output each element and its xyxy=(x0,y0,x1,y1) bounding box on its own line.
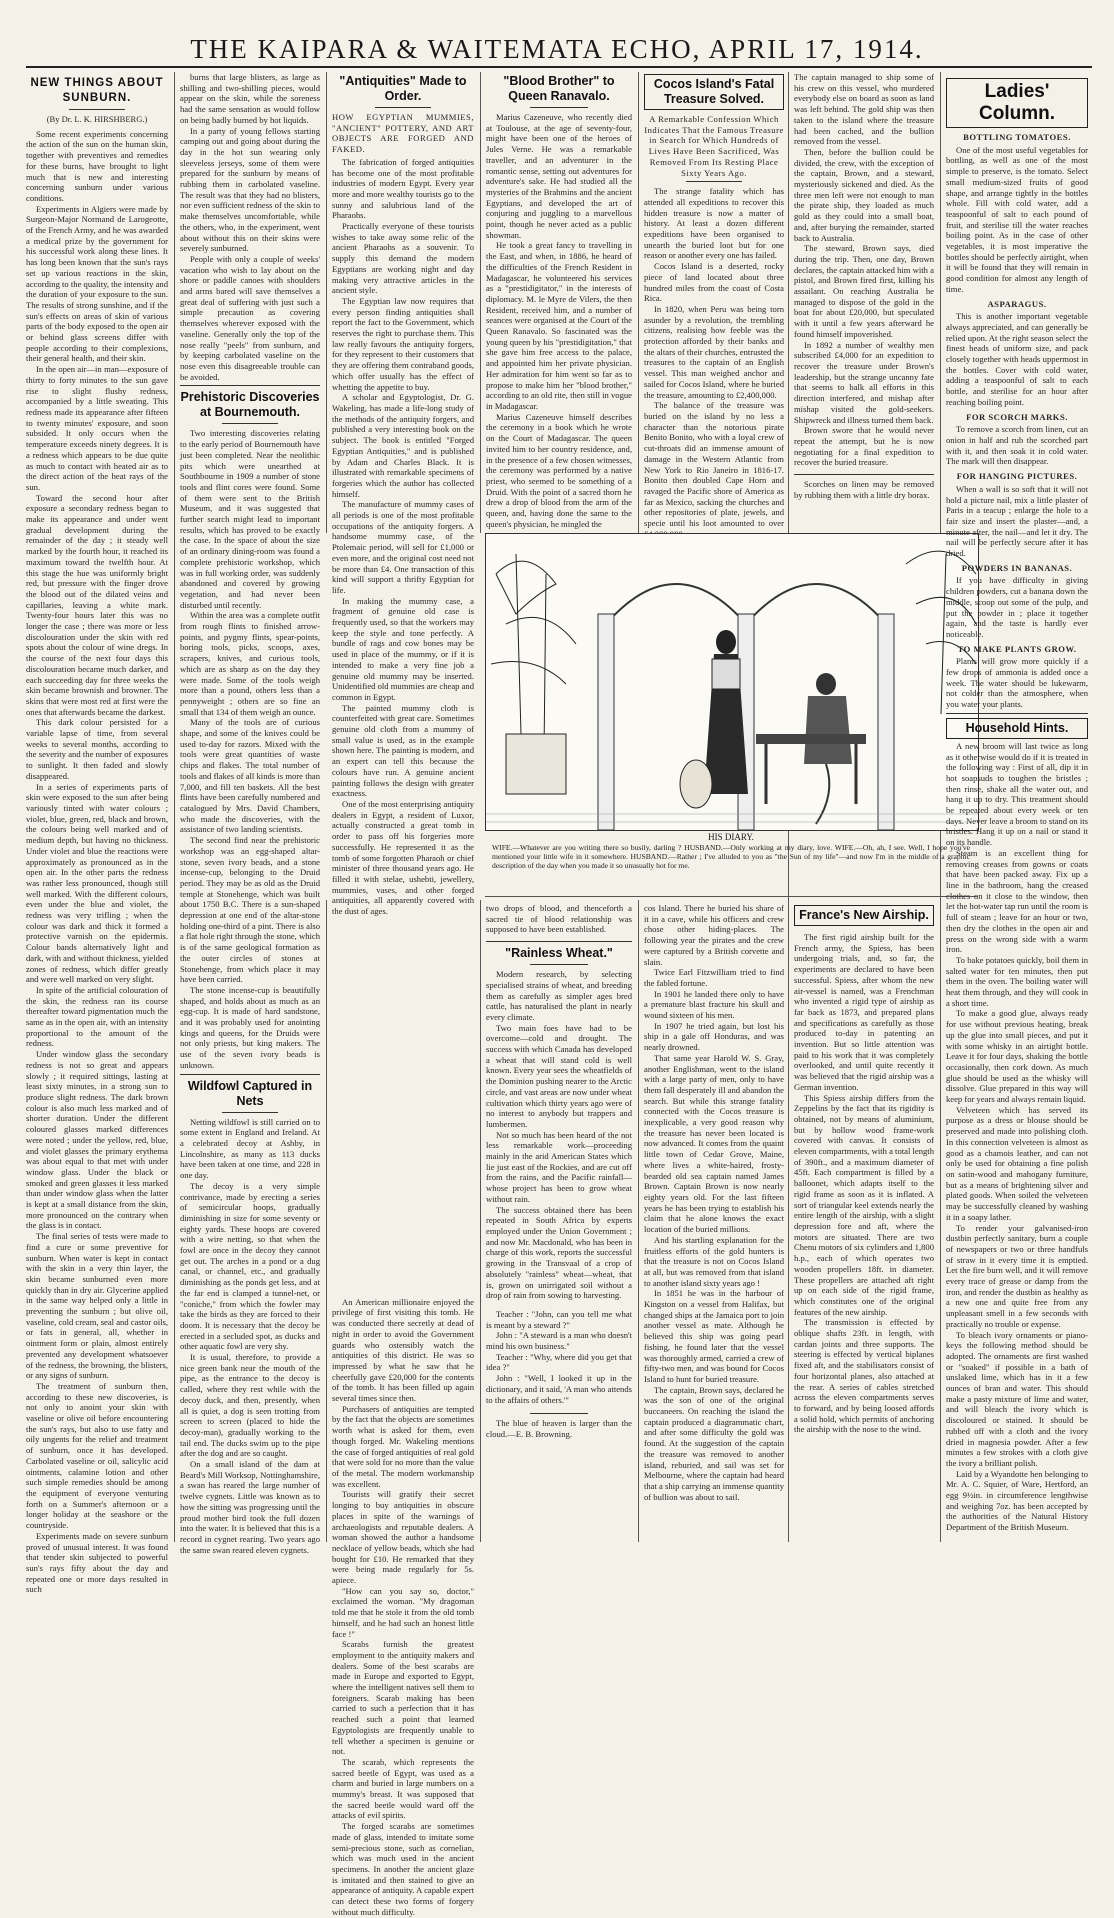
paragraph: The transmission is effected by oblique shafts 23ft. in length, with cardan joints and three supports. The steering is effected by vertical biplanes fixed aft, and the stabilisators consist of four horizontal planes, also attached at the rear. A series of cables stretched across the eleven compartments serves to forward, and by being loosed affords a solid hold, which permits of anchoring the airship with the nose to the wind. xyxy=(794,1317,934,1435)
paragraph: In a party of young fellows starting camping out and going about during the day in the hot sun wearing only sleeveless jerseys, some of them were prepared for the sunburn by means of rubbing them in carbolated vaseline. The result was that they had no blisters, nor even sufficient redness of the skin to make themselves uncomfortable, while the others, who, in the experiment, went about without this on their skins were severely sunburned. xyxy=(180,125,320,254)
paragraph: Practically everyone of these tourists wishes to take away some relic of the ancient Pharaohs as a souvenir. To supply this demand the modern Egyptians are working night and day making very attractive articles in the ancient style. xyxy=(332,221,474,296)
paragraph: Scorches on linen may be removed by rubbing them with a little dry borax. xyxy=(794,479,934,500)
section-title: POWDERS IN BANANAS. xyxy=(961,562,1073,573)
column-6 xyxy=(794,72,934,530)
column-5-lower xyxy=(644,903,784,1543)
paragraph: If you have difficulty in giving children powders, cut a banana down the middle, scoop out some of the pulp, and put the powder in ; place it together again, and the taste is hardly ever noticeable. xyxy=(946,575,1088,639)
paragraph: In spite of the artificial colouration of the skin, the redness ran its course thereafter toward pigmentation much the same as in the open air, with an intensity proportional to the amount of the redness. xyxy=(26,984,168,1049)
column-rule xyxy=(638,72,639,533)
headline-rule xyxy=(222,1112,278,1113)
paragraph: Steam is an excellent thing for removing creases from gowns or coats that have been packed away. Fix up a line in the bathroom, hang the creased clothes on it close to the window, then let the hot-water tap run until the room is full of steam ; leave for an hour or two, then dry the clothes in the open air and press on the wrong side with a warm iron. xyxy=(946,847,1088,955)
article-divider xyxy=(180,1074,320,1075)
sunburn-byline: (By Dr. L. K. HIRSHBERG.) xyxy=(46,114,148,124)
paragraph: The Egyptian law now requires that every person finding antiquities shall report the fact to the Government, which reserves the right to purchase them. This law really favours the antiquity forgers, for they represent to their customers that they are offering them contraband goods, which offer usually has the effect of whetting the appetite to buy. xyxy=(332,295,474,392)
paragraph: Velveteen which has served its purpose as a dress or blouse should be preserved and made into polishing cloth. In this connection velveteen is almost as good as a chamois leather, and can not only be used for obtaining a fine polish on satin-wood and mahogany furniture, but as a means of brightening silver and plated goods. When soiled the velveteen may be successfully cleaned by washing it in a soapy lather. xyxy=(946,1104,1088,1222)
paragraph: In making the mummy case, a fragment of genuine old case is frequently used, so that the workers may keep the style and tone perfectly. A bundle of rags and cow bones may be used in place of the mummy, or if it is intended to make a very fine job a genuine old mummy may be inserted. Unidentified old mummies are cheap and common in Egypt. xyxy=(332,595,474,702)
column-rule xyxy=(326,72,327,533)
paragraph: The balance of the treasure was buried on the island by no less a character than the notorious pirate Benito Bonito, who with a loyal crew of cut-throats did an immense amount of damage in the Western Atlantic from New York to Rio Janeiro in 1816-17. Bonito then doubled Cape Horn and ravaged the Pacific shore of America as far as Mexico, sacking the churches and other repositories of plate, jewels, and specie until his loot amounted to over xyxy=(644,400,784,529)
paragraph: Many of the tools are of curious shape, and some of the knives could be used to-day for razors. Mixed with the tools were great quantities of waste chips and flakes. The total number of tools and flakes of all kinds is more than 7,000, and fill ten baskets. All the best flints have been carefully numbered and catalogued by Mrs. David Chambers, who made the discoveries, with the assistance of two landing scientists. xyxy=(180,717,320,835)
blood-brother-headline: "Blood Brother" to Queen Ranavalo. xyxy=(503,74,615,103)
column-6-lower xyxy=(794,903,934,1543)
paragraph: To bake potatoes quickly, boil them in salted water for ten minutes, then put them in the oven. The boiling water will heat them through, and they will cook in a short time. xyxy=(946,954,1088,1008)
paragraph: The first rigid airship built for the French army, the Spiess, has been undergoing trials, and, so far, the experiments are declared to have been successful. Spiess, after whom the new air-vessel is named, was a Frenchman who invented a rigid type of airship as far back as 1873, and prepared plans and specifications as carefully as those produced to-day in patenting an invention. But so little attention was paid to his work that it was completely overlooked, and until quite recently it was believed that the rigid airship was a German invention. xyxy=(794,932,934,1092)
article-divider xyxy=(794,474,934,475)
quote: The blue of heaven is larger than the cloud.—E. B. Browning. xyxy=(486,1418,632,1439)
prehistoric-headline: Prehistoric Discoveries at Bournemouth. xyxy=(180,390,320,420)
paragraph: Laid by a Wyandotte hen belonging to Mr. A. C. Squier, of Ware, Hertford, an egg 9½in. in circumference lengthwise and weighing 7oz. has been accepted by the authorities of the Natural History Department of the British Museum. xyxy=(946,1468,1088,1533)
paragraph: It is usual, therefore, to provide a nice green bank near the mouth of the pipe, as the entrance to the decoy is called, where they rest while with the decoy duck, and then, presently, when all is quiet, a dog is seen trotting from screen to screen (placed to hide the decoy-man), gradually working to the tail end. The ducks swim up to the pipe after the dog and are so caught. xyxy=(180,1352,320,1459)
paragraph: That same year Harold W. S. Gray, another Englishman, went to the island with a large party of men, only to have them fall desperately ill and abandon the search. But while this strange fatality connected with the Cocos treasure is inexplicable, a very good reason why the treasure has never been located is now advanced. It comes from the quaint little town of Cedar Grove, Maine, where lives a white-haired, frosty-bearded old sea captain named James Brown. Captain Brown is now nearly eighty years old. For the last fifteen years he has been trying to establish his claim that he alone knows the exact location of the buried millions. xyxy=(644,1052,784,1235)
headline-rule xyxy=(375,107,432,108)
paragraph: Tourists will gratify their secret longing to buy antiquities in obscure places in spite of the warnings of archaeologists and reputable dealers. A woman showed the author a handsome necklace of yellow beads, which she had bought for £10. He remarked that they were being made regularly for 5s. apiece. xyxy=(332,1489,474,1586)
paragraph: The manufacture of mummy cases of all periods is one of the most profitable occupations of the antiquity forgers. A handsome mummy case, of the Ptolemaic period, will sell for £1,000 or even more, and the original cost need not be more than £4. One transaction of this kind will support a thrifty Egyptian for life. xyxy=(332,499,474,595)
paragraph: Cocos Island is a deserted, rocky piece of land located about three hundred miles from the coast of Costa Rica. xyxy=(644,261,784,304)
paragraph: Two main foes have had to be overcome—cold and drought. The success with which Canada has developed a wheat that will stand cold is well known. Every year sees the wheatfields of the Dominion pushing nearer to the Arctic circle, and vast areas are now under wheat cultivation which thirty years ago were of no interest to anybody but trappers and lumbermen. xyxy=(486,1022,632,1129)
column-1 xyxy=(26,72,168,1595)
article-divider xyxy=(530,1413,588,1414)
headline-rule xyxy=(530,107,588,108)
paragraph: Experiments made on severe sunburn proved of unusual interest. It was found that tender skin subjected to powerful sun's rays fifty about the day and repeated one or more days resulted in such xyxy=(26,1530,168,1595)
column-rule xyxy=(638,900,639,1542)
column-rule xyxy=(480,72,481,533)
section-title: ASPARAGUS. xyxy=(987,298,1047,309)
paragraph: Under window glass the secondary redness is not so great and appears slowly ; it required sittings, lasting at least sixty minutes, in a strong sun to produce slight redness. The dark brown colour is also much less marked and of shorter duration. Under the different coloured glasses marked differences were noted ; under the yellow, red, blue, and violet glasses the primary erythema was about equal to that met with under window glass. Under the black or smoked and green glasses it less marked than under window glass when the latter is kept at a small distance from the skin, more pronounced on the contrary when the glass is in contact. xyxy=(26,1049,168,1231)
column-2 xyxy=(180,72,320,1555)
section-title: BOTTLING TOMATOES. xyxy=(963,132,1071,142)
paragraph: One of the most enterprising antiquity dealers in Egypt, a resident of Luxor, actually constructed a great tomb in order to pass off his forgeries more successfully. He represented it as the tomb of some forgotten Pharaoh or chief minister of three thousand years ago. He filled it with stelae, ushebti, jewellery, mummies, vases, and other forged antiquities, all apparently covered with the dust of ages. xyxy=(332,799,474,917)
airship-headline: France's New Airship. xyxy=(794,905,934,926)
illustration-bottom-rule xyxy=(485,896,977,897)
paragraph: Teacher : "John, can you tell me what is meant by a steward ?" xyxy=(486,1308,632,1330)
paragraph: To bleach ivory ornaments or piano-keys the following method should be adopted. The ornaments are first washed or "soaked" if possible in a bath of unslaked lime, which has in it a few ounces of bran and water. This should make a pasty mixture of lime and water, and will bleach the ivory which is discoloured or stained. It should be rubbed off with a cloth and the ivory dried in magnesia powder. After a few minutes a few strokes with a cloth give the ivory a brilliant polish. xyxy=(946,1329,1088,1468)
paragraph: Within the area was a complete outfit from rough flints to finished arrow-points, and pygmy flints, spear-points, boring tools, picks, scoops, axes, scrapers, knives, and curious tools, which are as sharp as on the day they were made. Some of the tools weigh more than a pound, others less than a pennyweight ; others are so fine an small that 134 of them weigh an ounce. xyxy=(180,610,320,717)
paragraph: Some recent experiments concerning the action of the sun on the human skin, together with preventives and remedies for these burns, have brought to light much that is new and interesting concerning sunburn under various conditions. xyxy=(26,128,168,203)
paragraph: To render your galvanised-iron dustbin perfectly sanitary, burn a couple of newspapers or two or three handfuls of straw in it every time it is emptied. Let the fire burn well, and it will remove every trace of grease or damp from the iron, and render the dustbin as healthy as a new one and quite free from any unpleasant smell in a few seconds with practically no trouble or expense. xyxy=(946,1222,1088,1329)
paragraph: cos Island. There he buried his share of it in a cave, while his officers and crew chose other hiding-places. The following year the pirates and the crew were captured by a British corvette and slain. xyxy=(644,903,784,967)
paragraph: One of the most useful vegetables for bottling, as well as one of the most simple to preserve, is the tomato. Select small medium-sized fruits of good shape, and arrange tightly in the bottles whole. Fill with cold water, add a teaspoonful of salt to each pound of fruit, and sterilise till the water reaches boiling point. As in the case of other vegetables, it is most imperative the bottles should be perfectly airtight, when it will be found that they will remain in good condition for almost any length of time. xyxy=(946,144,1088,294)
diary-illustration-drawing xyxy=(486,534,978,830)
masthead-rule xyxy=(26,66,1092,68)
paragraph: In 1907 he tried again, but lost his ship in a gale off Honduras, and was nearly drowned. xyxy=(644,1020,784,1053)
paragraph: He took a great fancy to travelling in the East, and when, in 1886, he heard of the difficulties of the French Resident in Madagascar, he volunteered his services as a "prestidigitator," in the interests of diplomacy. M. le Myre de Vilers, the then Resident, received him, and a number of seances were organised at the Court of the Queen Ranavalo. So fascinated was the young queen by his "prestidigitation," that she gave him free access to the palace, and appointed him her private physician. Her admiration for him went so far as to propose to make him her "blood brother," according to an old rite, then still in vogue in Madagascar. xyxy=(486,240,632,411)
paragraph: In 1892 a number of wealthy men subscribed £4,000 for an expedition to recover the treasure under Brown's leadership, but the strange uncanny fate that seems to balk all efforts in this direction interfered, and mishap after mishap visited the gold-seekers. Shipwreck and illness turned them back. xyxy=(794,339,934,425)
section-title: TO MAKE PLANTS GROW. xyxy=(957,643,1077,654)
headline-rule xyxy=(530,964,588,965)
paragraph: John : "A steward is a man who doesn't mind his own business." xyxy=(486,1330,632,1352)
paragraph: This is another important vegetable always appreciated, and can generally be relied upon. At the right season select the finest heads of uniform size, and pack closely together with heads uppermost in the bottles. Cover with cold water, adding a teaspoonful of salt to each bottle, and sterilise for an hour after reaching boiling point. xyxy=(946,311,1088,407)
paragraph: The captain managed to ship some of his crew on this vessel, who murdered everybody else on board as soon as land was left behind. The gold ship was then taken to the island where the treasure had been cached, and the bullion removed from the vessel. xyxy=(794,72,934,147)
headline-rule xyxy=(222,423,278,424)
paragraph: To remove a scorch from linen, cut an onion in half and rub the scorched part with it, and then soak it in cold water. The mark will then disappear. xyxy=(946,424,1088,467)
paragraph: Modern research, by selecting specialised strains of wheat, and breeding them as carefully as simpler ages bred cattle, has naturalised the plant in nearly every climate. xyxy=(486,969,632,1022)
paragraph: In 1820, when Peru was being torn asunder by a revolution, the trembling citizens, realising how feeble was the protection afforded by their banks and the altars of their churches, entrusted the treasures to the captain of an English vessel. This man weighed anchor and sailed for Cocos Island, where he buried the treasure, amounting to £2,400,000. xyxy=(644,303,784,400)
paragraph: The decoy is a very simple contrivance, made by erecting a series of semicircular hoops, gradually diminishing in size for some seventy or eighty yards. These hoops are covered with a wire netting, so that when the fowl are once in the decoy they cannot get out. The arches in a pond or a dug canal, or channel, etc., and gradually diminishing as the ponds get less, and at the far end is clamped a tunnel-net, or "coniche," from which the fowler may take the birds as they are forced to their doom. It is necessary that the decoy be erected in a secluded spot, as ducks and other aquatic fowl are very shy. xyxy=(180,1180,320,1352)
article-divider xyxy=(180,385,320,386)
paragraph: Two interesting discoveries relating to the early period of Bournemouth have just been completed. Near the neolithic pits which were unearthed at Southbourne in 1909 a number of stone tools and flint cores were found. Some of them were sent to the British Museum, and it was suggested that further search might lead to important results, which has proved to be exactly the case. In the space of about the size of an ordinary dining-room was found a complete prehistoric workshop, which was in full working order, was suddenly abandoned and covered by growing vegetation, and had never been disturbed until recently. xyxy=(180,428,320,610)
headline-rule xyxy=(69,109,126,110)
paragraph: Scarabs furnish the greatest employment to the antiquity makers and dealers. Some of the best scarabs are made in Europe and exported to Egypt, where the intelligent natives sell them to foreigners. Scarab making has been carried to such a perfection that it has reached such a point that learned Egyptologists are frequently unable to tell whether a specimen is genuine or not. xyxy=(332,1639,474,1757)
paragraph: Marius Cazeneuve himself describes the ceremony in a book which he wrote on the Court of Madagascar. The queen invited him to her country residence, and, in the presence of a few chosen witnesses, the ceremony was performed by a native priest, who seemed to be something of a Druid. With the point of a sacred thorn he drew a drop of blood from the arm of the queen, and, having done the same to the queen's physician, he mingled the xyxy=(486,411,632,529)
wildfowl-headline: Wildfowl Captured in Nets xyxy=(187,1078,313,1108)
paragraph: Teacher : "Why, where did you get that idea ?" xyxy=(486,1351,632,1373)
column-7 xyxy=(946,72,1088,1552)
section-title: FOR HANGING PICTURES. xyxy=(956,471,1078,482)
ladies-column-headline: Ladies' Column. xyxy=(946,78,1088,128)
antiquities-subhead: HOW EGYPTIAN MUMMIES, "ANCIENT" POTTERY, AND ART OBJECTS ARE FORGED AND FAKED. xyxy=(332,112,474,155)
paragraph: Purchasers of antiquities are tempted by the fact that the objects are sometimes worth what is asked for them, even though forged. Mr. Wakeling mentions the case of forged antiquities of real gold that were sold for no more than the value of the metal. The modern workmanship was excellent. xyxy=(332,1403,474,1489)
illustration-title: HIS DIARY. xyxy=(708,832,754,842)
section-title: FOR SCORCH MARKS. xyxy=(966,411,1068,422)
paragraph: Brown swore that he would never repeat the attempt, but he is now negotiating for a final expedition to recover the buried treasure. xyxy=(794,425,934,468)
paragraph: Marius Cazeneuve, who recently died at Toulouse, at the age of seventy-four, might have been one of the heroes of Jules Verne. He was a remarkable traveller, and an adventurer in the romantic sense, setting out adventures for adventure's sake. He had studied all the mysteries of the Brahmins and the ancient Egyptians, and developed the art of conjuring and juggling to a marvellous point, though he never acted as a public showman. xyxy=(486,112,632,240)
paragraph: John : "Well, I looked it up in the dictionary, and it said, 'A man who attends to the affairs of others.'" xyxy=(486,1373,632,1405)
paragraph: Experiments in Algiers were made by Surgeon-Major Normand de Larogeotte, of the French Army, and he was awarded a medical prize by the government for his successful work along these lines. It has long been known that the sun's rays set up various reactions in the skin, according to the quality, the intensity and the duration of your exposure to the sun. The results of strong sunshine, and if the sun's effects on areas of skin of various parts of the body exposed to the open air or behind glass screens differ with people according to their complexions, their general health, and their skin. xyxy=(26,203,168,364)
paragraph: In the open air—in man—exposure of thirty to forty minutes to the sun gave rise to slight flushy redness, accompanied by a little sweating. This redness made its appearance after fifteen to twenty minutes' exposure, and soon subsided. It only occurs when the temperature exceeds ninety degrees. It is a redness which appears to be due quite as much to contact with heated air as to the direct action of the heat rays of the sun. xyxy=(26,364,168,492)
rainless-wheat-headline: "Rainless Wheat." xyxy=(505,946,613,961)
sunburn-headline: NEW THINGS ABOUT SUNBURN. xyxy=(30,77,164,104)
paragraph: The steward, Brown says, died during the trip. Then, one day, Brown declares, the captain attacked him with a pistol, and Brown fired first, killing his assailant. On reaching Australia he managed to dispose of the gold in the boat for about £20,000, but speculated with it until a few years afterward he found himself impoverished. xyxy=(794,243,934,339)
paragraph: The final series of tests were made to find a cure or some preventive for sunburn. When water is kept in contact with the skin in a very thin layer, the skin became sunburned even more quickly than in dry air. Glycerine applied in the same way helped only a little in preventing the sunburn ; but olive oil, vaseline, cold cream, seal and castor oils, or fats in general, all, whether in ointment form or plain, almost entirely prevented any development whatsoever of the redness, the browning, the blisters, or any signs of sunburn. xyxy=(26,1231,168,1381)
column-rule xyxy=(174,72,175,1542)
illustration-caption: WIFE.—Whatever are you writing there so busily, darling ? HUSBAND.—Only working at my diary, love. WIFE.—Oh, ah, I see. Well, I hope you've mentioned your little wife in it somewhere. HUSBAND.—Rather ; I've alluded to you as "the Sun of my life"—and now I'm in the middle of a graphic description of the day when you made it so unusually hot for me. xyxy=(492,843,970,870)
household-hints-headline: Household Hints. xyxy=(946,718,1088,739)
paragraph: Not so much has been heard of the not less remarkable work—proceeding mainly in the arid American States which lie just east of the Rockies, and are cut off from the rains, and the Pacific rainfall—whose project has been to grow wheat without rain. xyxy=(486,1129,632,1204)
paragraph: When a wall is so soft that it will not hold a picture nail, mix a little plaster of Paris in a teacup ; enlarge the hole to a fair size and insert the plaster—and, a minute after, the nail—and let it dry. The nail will be perfectly secure after it has dried. xyxy=(946,483,1088,559)
paragraph: A scholar and Egyptologist, Dr. G. Wakeling, has made a life-long study of the methods of the antiquity forgers, and published a very interesting book on the subject. The book is entitled "Forged Egyptian Antiquities," and is published by Adam and Charles Black. It is illustrated with remarkable specimens of forgeries which the author has collected himself. xyxy=(332,392,474,499)
paragraph: burns that large blisters, as large as shilling and two-shilling pieces, would appear on the skin, while the soreness had the same sensation as would follow on being badly burned by hot liquids. xyxy=(180,72,320,125)
paragraph: Plants will grow more quickly if a few drops of ammonia is added once a week. The water should be lukewarm, not colder than the atmosphere, when you water your plants. xyxy=(946,656,1088,710)
paragraph: A new broom will last twice as long as it otherwise would do if it is treated in the following way : First of all, dip it in hot soapsuds to toughen the bristles ; then rinse, shake all the water out, and hang it up to dry. This treatment should be repeated about every week or ten days. Never leave a broom to stand on its bristles. Hang it up on a nail or stand it on its handle. xyxy=(946,740,1088,848)
paragraph: Twice Earl Fitzwilliam tried to find the fabled fortune. xyxy=(644,967,784,988)
paragraph: And his startling explanation for the fruitless efforts of the gold hunters is that the treasure is not on Cocos Island at all, but was removed from that island to another island sixty years ago ! xyxy=(644,1234,784,1288)
column-4-lower xyxy=(486,903,632,1543)
cocos-island-headline: Cocos Island's Fatal Treasure Solved. xyxy=(644,74,784,110)
cocos-subhead: A Remarkable Confession Which Indicates That the Famous Treasure in Search for Which Hundreds of Lives Have Been Sacrificed, Was Removed From Its Resting Place Sixty Years Ago. xyxy=(644,114,784,178)
paragraph: On a small island of the dam at Beard's Mill Worksop, Nottinghamshire, a swan has reared the large number of twelve cygnets. Little was known as to how the sitting was progressing until the proud mother bird took the full dozen into the water. It is believed that this is a record in cygnet rearing. Two years ago the same swan reared eleven cygnets. xyxy=(180,1459,320,1555)
headline-rule xyxy=(686,181,742,182)
paragraph: The forged scarabs are sometimes made of glass, intended to imitate some semi-precious stone, such as cornelian, which was much used in the ancient specimens. In another the ancient glaze is imitated and then stained to give an appearance of antiquity. A capable expert can detect these two forms of forgery without much difficulty. xyxy=(332,1821,474,1917)
paragraph: The captain, Brown says, declared he was the son of one of the original buccaneers. On reaching the island the captain produced a diagrammatic chart, and after some difficulty the gold was found. At the suggestion of the captain the treasure was removed to another island, reburied, and sail was set for Melbourne, where the captain had heard that a ship carrying an immense quantity of bullion was about to sail. xyxy=(644,1384,784,1502)
paragraph: The success obtained there has been repeated in South Africa by experts employed under the Union Government ; and now Mr. Macdonald, who has been in charge of this work, reports the successful growing in the Transvaal of a crop of absolutely "rainless" wheat—wheat, that is, grown on unirrigated soil without a drop of rain from sowing to harvesting. xyxy=(486,1204,632,1301)
article-divider xyxy=(946,713,1088,714)
paragraph: two drops of blood, and thenceforth a sacred tie of blood relationship was supposed to have been established. xyxy=(486,903,632,935)
column-3 xyxy=(332,72,474,1917)
paragraph: "How can you say so, doctor," exclaimed the woman. "My dragoman told me that he stole it from the old tomb himself, and he had such an honest little face !" xyxy=(332,1585,474,1639)
article-divider xyxy=(486,941,632,942)
paragraph: The fabrication of forged antiquities has become one of the most profitable industries of modern Egypt. Every year more and more wealthy tourists go to the sunny and salubrious land of the Pharaohs. xyxy=(332,156,474,221)
paragraph: Netting wildfowl is still carried on to some extent in England and Ireland. At a celebrated decoy at Ashby, in Lincolnshire, as many as 113 ducks have been taken at one time, and 228 in one day. xyxy=(180,1116,320,1181)
column-5 xyxy=(644,72,784,530)
paragraph: People with only a couple of weeks' vacation who wish to lay about on the shore or paddle canoes with shoulders and arms bared will save themselves a great deal of suffering with just such a simple precaution as covering themselves wherever exposed with the vaseline. Generally only the top of the nose really "peels" from sunburn, and by keeping carbolated vaseline on the nose even this disagreeable trouble can be avoided. xyxy=(180,253,320,382)
paragraph: The painted mummy cloth is counterfeited with great care. Sometimes genuine old cloth from a mummy of small value is used, as in the example shown here. The painting is modern, and an expert can tell this because the colours have run. A genuine ancient painting follows the design with greater exactness. xyxy=(332,702,474,799)
newspaper-masthead: THE KAIPARA & WAITEMATA ECHO, APRIL 17, 1914. xyxy=(190,34,924,64)
column-4 xyxy=(486,72,632,530)
paragraph: The scarab, which represents the sacred beetle of Egypt, was used as a charm and buried in large numbers on a mummy's breast. It was supposed that the sacred beetle would ward off the attacks of evil spirits. xyxy=(332,1756,474,1821)
column-rule xyxy=(326,900,327,1542)
paragraph: This dark colour persisted for a variable lapse of time, from several weeks to several months, according to the severity and the number of exposures to sunlight. It then faded and slowly disappeared. xyxy=(26,717,168,781)
paragraph: The second find near the prehistoric workshop was an egg-shaped altar-stone, seven ivory beads, and a stone incense-cup, belonging to the Druid period. They may be as old as the Druid temple at Stonehenge, which was built about 1750 B.C. There is a sun-shaped depression at one end of the altar-stone holding one-third of a pint. There is also a flat hole right through the stone, which is of the same geological formation as the outer circles of stones at Stonehenge, from which place it may have been carried. xyxy=(180,835,320,985)
paragraph: In 1901 he landed there only to have a premature blast fracture his skull and wound sixteen of his men. xyxy=(644,988,784,1021)
paragraph: Then, before the bullion could be divided, the crew, with the exception of the captain, Brown, and a steward, mysteriously sickened and died. As the three men left were not enough to man the pirate ship, they loaded as much gold as they could into a small boat, and, after burying the remainder, started back to Australia. xyxy=(794,146,934,243)
column-rule xyxy=(480,900,481,1542)
antiquities-headline: "Antiquities" Made to Order. xyxy=(339,74,467,103)
paragraph: Toward the second hour after exposure a secondary redness began to make its appearance and under went gradual development during the remainder of the day ; it steady well marked by the fourth hour, it reached its maximum toward the twelfth hour. At this stage the hue was uniformly bright red, but pressure with the finger drove the blood out of the dilated veins and capillaries, leaving a white mark. Twenty-four hours later this was no longer the case ; there was more or less discolouration under the skin with red spots about the colour of wine dregs. In the course of the next four days this discolouration became much darker, and each succeeding day for three weeks the skin became brownish and browner. The skins that were most red at first were the ones that afterwards became the darkest. xyxy=(26,492,168,717)
paragraph: The strange fatality which has attended all expeditions to recover this hidden treasure is now a matter of history. At least a dozen different expeditions have been organised to unearth the buried loot but for one reason or another every one has failed. xyxy=(644,186,784,261)
paragraph: An American millionaire enjoyed the privilege of first visiting this tomb. He was conducted there secretly at dead of night in order to avoid the Government guards who ostensibly watch the antiquities of this district. He was so impressed by what he saw that he cheerfully gave £20,000 for the contents of the tomb. It has been filled up again several times since then. xyxy=(332,1296,474,1404)
paragraph: The treatment of sunburn then, according to these new discoveries, is not only to anoint your skin with vaseline or olive oil before encountering the sun's rays, but also to use fatty and oily ungents for the relief and treatment of sunburn, once it has developed. Carbolated vaseline or oil, salicylic acid ointments, calamine lotion and other such simple remedies should be among the equipment of everyone venturing forth on a Summer's afternoon or a longer holiday at the seashore or the countryside. xyxy=(26,1380,168,1531)
paragraph: In a series of experiments parts of skin were exposed to the sun after being variously tinted with water colours ; violet, blue, green, red, black and brown, the colours being well marked and of medium depth, but having no thickness. Under violet and blue the reactions were approximately as pronounced as in the open air. In the other parts the redness was rather less pronounced, though still well marked. With the different colours, even under the blue and violet, the redness was very trifling ; when the colour was dark and thick it formed a protective varnish on the epidermis. Colour bands alternatively light and dark, with and without thickness, yielded zones of redness, which differ greatly and were well marked on very slight. xyxy=(26,781,168,985)
illustration-his-diary xyxy=(485,533,979,831)
paragraph: This Spiess airship differs from the Zeppelins by the fact that its rigidity is obtained, not by means of aluminium, but by hollow wood frame-work covered with canvas. It consists of eleven compartments, with a total length of 390ft., and a maximum diameter of 45ft. Each compartment is filled by a balloonet, which adapts itself to the rigid frame as soon as it is inflated. A sort of triangular keel extends nearly the entire length of the airship, with a slight depression fore and aft, where the motors are situated. There are two Chenu motors of six cylinders and 1,800 h.p., each of which operates two wooden propellers 18ft. in diameter. These propellers are attached aft right up on each side of the rigid frame, which constitutes one of the original features of the new airship. xyxy=(794,1092,934,1317)
paragraph: To make a good glue, always ready for use without previous heating, break up the glue into small pieces, and put it with some whisky in an airtight bottle. Leave it for four days, shaking the bottle occasionally, then cork down. As much glue should be used as the whisky will dissolve. Glue prepared in this way will keep for years and always remain liquid. xyxy=(946,1008,1088,1105)
paragraph: The stone incense-cup is beautifully shaped, and holds about as much as an egg-cup. It is made of hard sandstone, and it was probably used for anointing kings and queens, for the Druids were not only priests, but king makers. The use of the seven ivory beads is unknown. xyxy=(180,984,320,1070)
paragraph: In 1851 he was in the harbour of Kingston on a vessel from Halifax, but changed ships at the Jamaica port to join another vessel as mate. Although he believed this ship was going pearl fishing, he found later that the vessel was thoroughly armed, carried a crew of fifty-two men, and was bound for Cocos Island to hunt for buried treasure. xyxy=(644,1288,784,1384)
